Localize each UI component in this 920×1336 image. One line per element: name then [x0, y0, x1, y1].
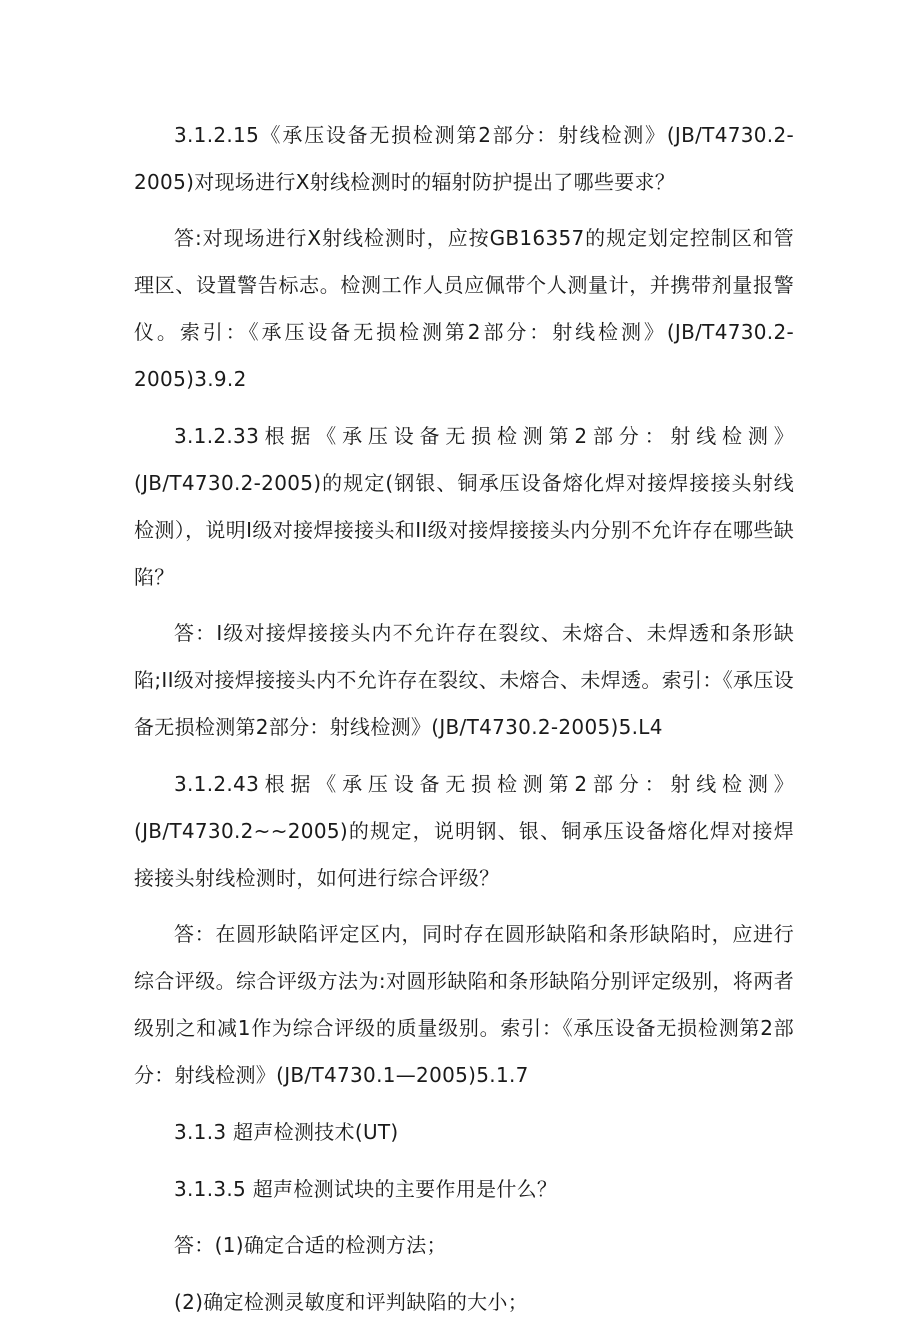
answer-paragraph: 答:对现场进行X射线检测时，应按GB16357的规定划定控制区和管理区、设置警告标志。检测工作人员应佩带个人测量计，并携带剂量报警仪。索引：《承压设备无损检测第2部分：射线检测》(JB/T4730.2-2005)3.9.2 [134, 226, 794, 391]
answer-paragraph: 答：I级对接焊接接头内不允许存在裂纹、未熔合、未焊透和条形缺陷;II级对接焊接接头内不允许存在裂纹、未熔合、未焊透。索引：《承压设备无损检测第2部分：射线检测》(JB/T4730.2-2005)5.L4 [134, 621, 794, 739]
question-paragraph: 3.1.2.33根据《承压设备无损检测第2部分：射线检测》(JB/T4730.2-2005)的规定(钢银、铜承压设备熔化焊对接焊接接头射线检测），说明I级对接焊接接头和II级对接焊接接头内分别不允许存在哪些缺陷？ [134, 424, 794, 589]
document-body [134, 112, 794, 1336]
question-paragraph: 3.1.2.15《承压设备无损检测第2部分：射线检测》(JB/T4730.2-2005)对现场进行X射线检测时的辐射防护提出了哪些要求？ [134, 123, 794, 194]
question-paragraph: 3.1.2.43根据《承压设备无损检测第2部分：射线检测》(JB/T4730.2~~2005)的规定，说明钢、银、铜承压设备熔化焊对接焊接接头射线检测时，如何进行综合评级？ [134, 772, 794, 890]
section-heading: 3.1.3 超声检测技术(UT) [174, 1120, 399, 1144]
answer-paragraph: 答：在圆形缺陷评定区内，同时存在圆形缺陷和条形缺陷时，应进行综合评级。综合评级方法为:对圆形缺陷和条形缺陷分别评定级别，将两者级别之和减1作为综合评级的质量级别。索引：《承压设备无损检测第2部分：射线检测》(JB/T4730.1—2005)5.1.7 [134, 922, 794, 1087]
answer-paragraph: (2)确定检测灵敏度和评判缺陷的大小； [174, 1290, 529, 1314]
answer-paragraph: 答：(1)确定合适的检测方法； [174, 1233, 447, 1257]
question-paragraph: 3.1.3.5 超声检测试块的主要作用是什么？ [174, 1177, 558, 1201]
